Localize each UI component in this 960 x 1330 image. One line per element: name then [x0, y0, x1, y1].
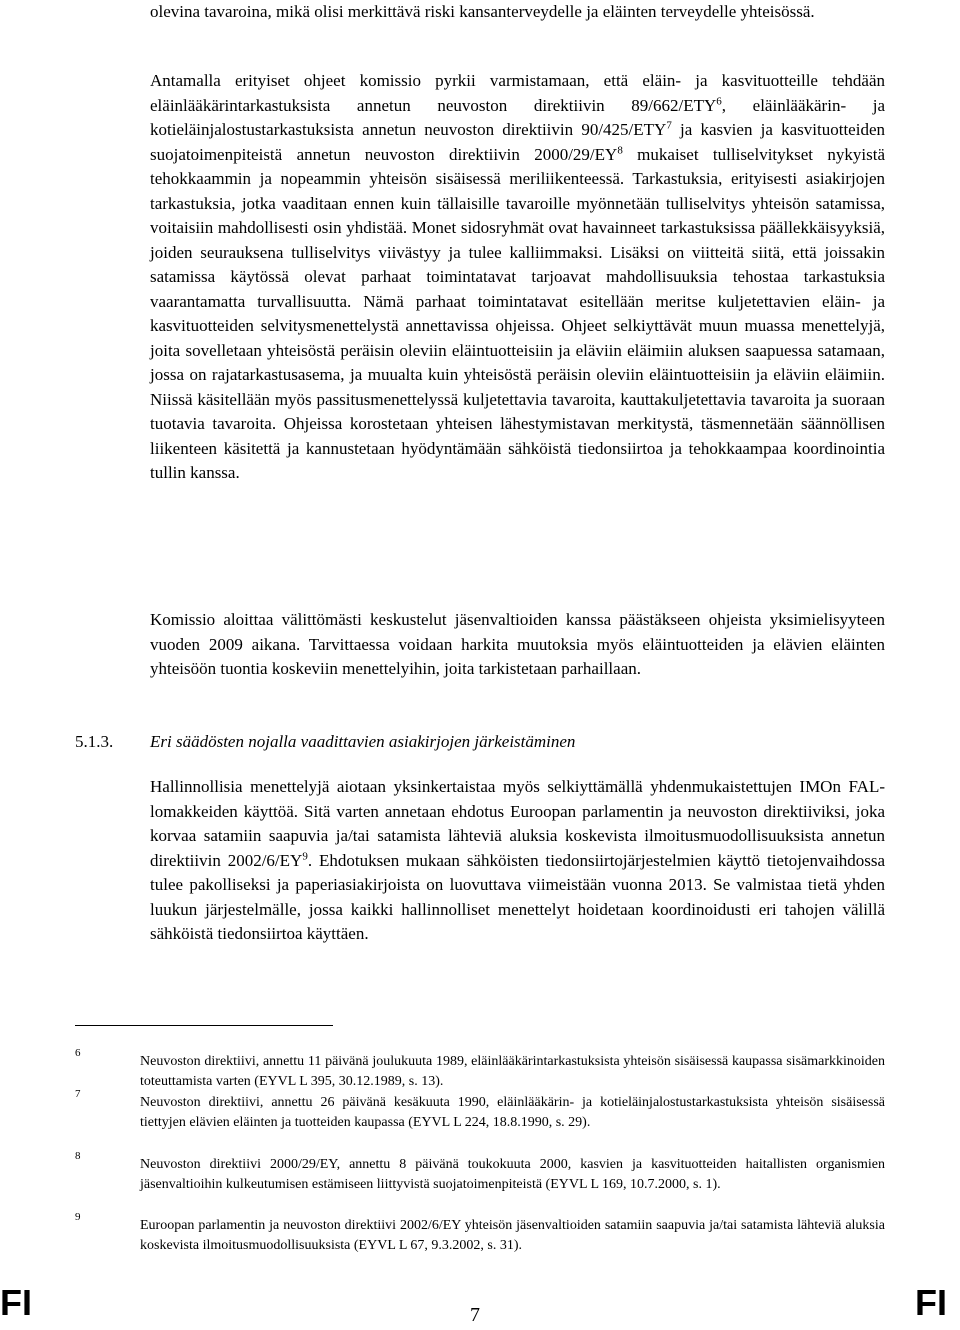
footnote-number: 9: [75, 1211, 81, 1223]
footnote-ref-8[interactable]: 8: [617, 143, 623, 156]
paragraph-intro: olevina tavaroina, mikä olisi merkittävä riski kansanterveydelle ja eläinten terveydelle yhteisössä.: [150, 2, 815, 21]
page-number: 7: [470, 1304, 480, 1326]
section-number: 5.1.3.: [75, 732, 114, 751]
paragraph-admin-procedures: Hallinnollisia menettelyjä aiotaan yksinkertaistaa myös selkiyttämällä yhdenmukaistettujen IMOn FAL-lomakkeiden käyttöä. Sitä varten annetaan ehdotus Euroopan parlamentin ja neuvoston direktiiviksi, joka korvaa satamiin saapuvia ja/tai satamista lähteviä aluksia koskevista ilmoitusmuodollisuuksista annetun direktiivin $2002/6/EY^9$. Ehdotuksen mukaan sähköisten tiedonsiirtojärjestelmien käyttö tietojenvaihdossa tulee pakolliseksi ja paperiasiakirjoista on luovuttava viimeistään vuonna 2013. Se valmistaa tietä yhden luukun järjestelmälle, jossa kaikki hallinnolliset menettelyt hoidetaan koordinoidusti eri tahojen välillä sähköistä tiedonsiirtoa käyttäen.: [150, 777, 886, 943]
footnote-text: Neuvoston direktiivi, annettu 11 päivänä joulukuuta 1989, eläinlääkärintarkastuksista yhteisön sisäisessä kaupassa sisämarkkinoiden toteuttamista varten (EYVL L 395, 30.12.1989, s. 13).: [140, 1054, 885, 1089]
footnote-separator: [75, 1025, 333, 1026]
footnote-number: 6: [75, 1047, 81, 1059]
footer-language-left: FI: [0, 1282, 32, 1323]
paragraph-guidelines: Antamalla erityiset ohjeet komissio pyrkii varmistamaan, että eläin- ja kasvituotteille tehdään eläinlääkärintarkastuksista annetun neuvoston direktiivin 89/662/ETY$^6$, eläinlääkärin- ja kotieläinjalostustarkastuksista annetun neuvoston direktiivin 90/425/ETY$^7$ ja kasvien ja kasvituotteiden suojatoimenpiteistä annetun neuvoston direktiivin $2000/29/EY^8$ mukaiset tulliselvitykset nykyistä tehokkaammin ja nopeammin yhteisön sisäisessä meriliikenteessä. Tarkastuksia, erityisesti asiakirjojen tarkastuksia, jotka vaaditaan ennen kuin tällaisille tavaroille myönnetään tulliselvitys yhteisön satamissa, voitaisiin mahdollisesti osin yhdistää. Monet sidosryhmät ovat havainneet tarkastuksissa päällekkäisyyksiä, joiden seurauksena tulliselvitys viivästyy ja tulee kalliimmaksi. Lisäksi on viitteitä siitä, että joissakin satamissa käytössä olevat parhaat toimintatavat tarjoavat mahdollisuuksia tehostaa tarkastuksia vaarantamatta turvallisuutta. Nämä parhaat toimintatavat esitellään meritse kuljetettavien eläin- ja kasvituotteiden selvitysmenettelystä annettavissa ohjeissa. Ohjeet selkiyttävät muun muassa menettelyjä, joita sovelletaan yhteisöstä peräisin oleviin eläintuotteisiin ja eläviin eläimiin aluksen saapuessa satamaan, jossa on rajatarkastusasema, ja muualta kuin yhteisöstä peräisin oleviin eläintuotteisiin ja eläviin eläimiin. Niissä käsitellään myös passitusmenettelyssä kuljetettavia tavaroita, kauttakuljetettavia tavaroita ja suoraan tuotavia tavaroita. Ohjeissa korostetaan yhteisen lähestymistavan merkitystä, täsmennetään säännöllisen liikenteen käsitettä ja kannustetaan hyödyntämään sähköistä tiedonsiirtoa ja tehokkaampaa koordinointia tullin kanssa.: [150, 71, 886, 482]
footnote-ref-6[interactable]: 6: [716, 94, 722, 107]
footnote-number: 8: [75, 1150, 81, 1162]
footnote-ref-7[interactable]: 7: [666, 119, 672, 132]
footer-language-right: FI: [915, 1282, 947, 1323]
paragraph-commission: Komissio aloittaa välittömästi keskustelut jäsenvaltioiden kanssa päästäkseen ohjeista yksimielisyyteen vuoden 2009 aikana. Tarvittaessa voidaan harkita muutoksia myös eläintuotteiden ja elävien eläinten yhteisöön tuontia koskeviin menettelyihin, joita tarkistetaan parhaillaan.: [150, 610, 885, 678]
footnote-text: Euroopan parlamentin ja neuvoston direktiivi 2002/6/EY yhteisön jäsenvaltioiden satamiin saapuvia ja/tai satamista lähteviä aluksia koskevista ilmoitusmuodollisuuksista (EYVL L 67, 9.3.2002, s. 31).: [140, 1218, 885, 1253]
footnote-ref-9[interactable]: 9: [302, 849, 308, 862]
footnote-text: Neuvoston direktiivi 2000/29/EY, annettu 8 päivänä toukokuuta 2000, kasvien ja kasvituotteiden haitallisten organismien jäsenvaltioihin kulkeutumisen estämiseen liittyvistä suojatoimenpiteistä (EYVL L 169, 10.7.2000, s. 1).: [140, 1157, 885, 1192]
footnote-text: Neuvoston direktiivi, annettu 26 päivänä kesäkuuta 1990, eläinlääkärin- ja kotieläinjalostustarkastuksista yhteisön sisäisessä tiettyjen elävien eläinten ja tuotteiden kaupassa (EYVL L 224, 18.8.1990, s. 29).: [140, 1095, 885, 1130]
footnote-number: 7: [75, 1088, 81, 1100]
section-title: Eri säädösten nojalla vaadittavien asiakirjojen järkeistäminen: [150, 732, 576, 751]
